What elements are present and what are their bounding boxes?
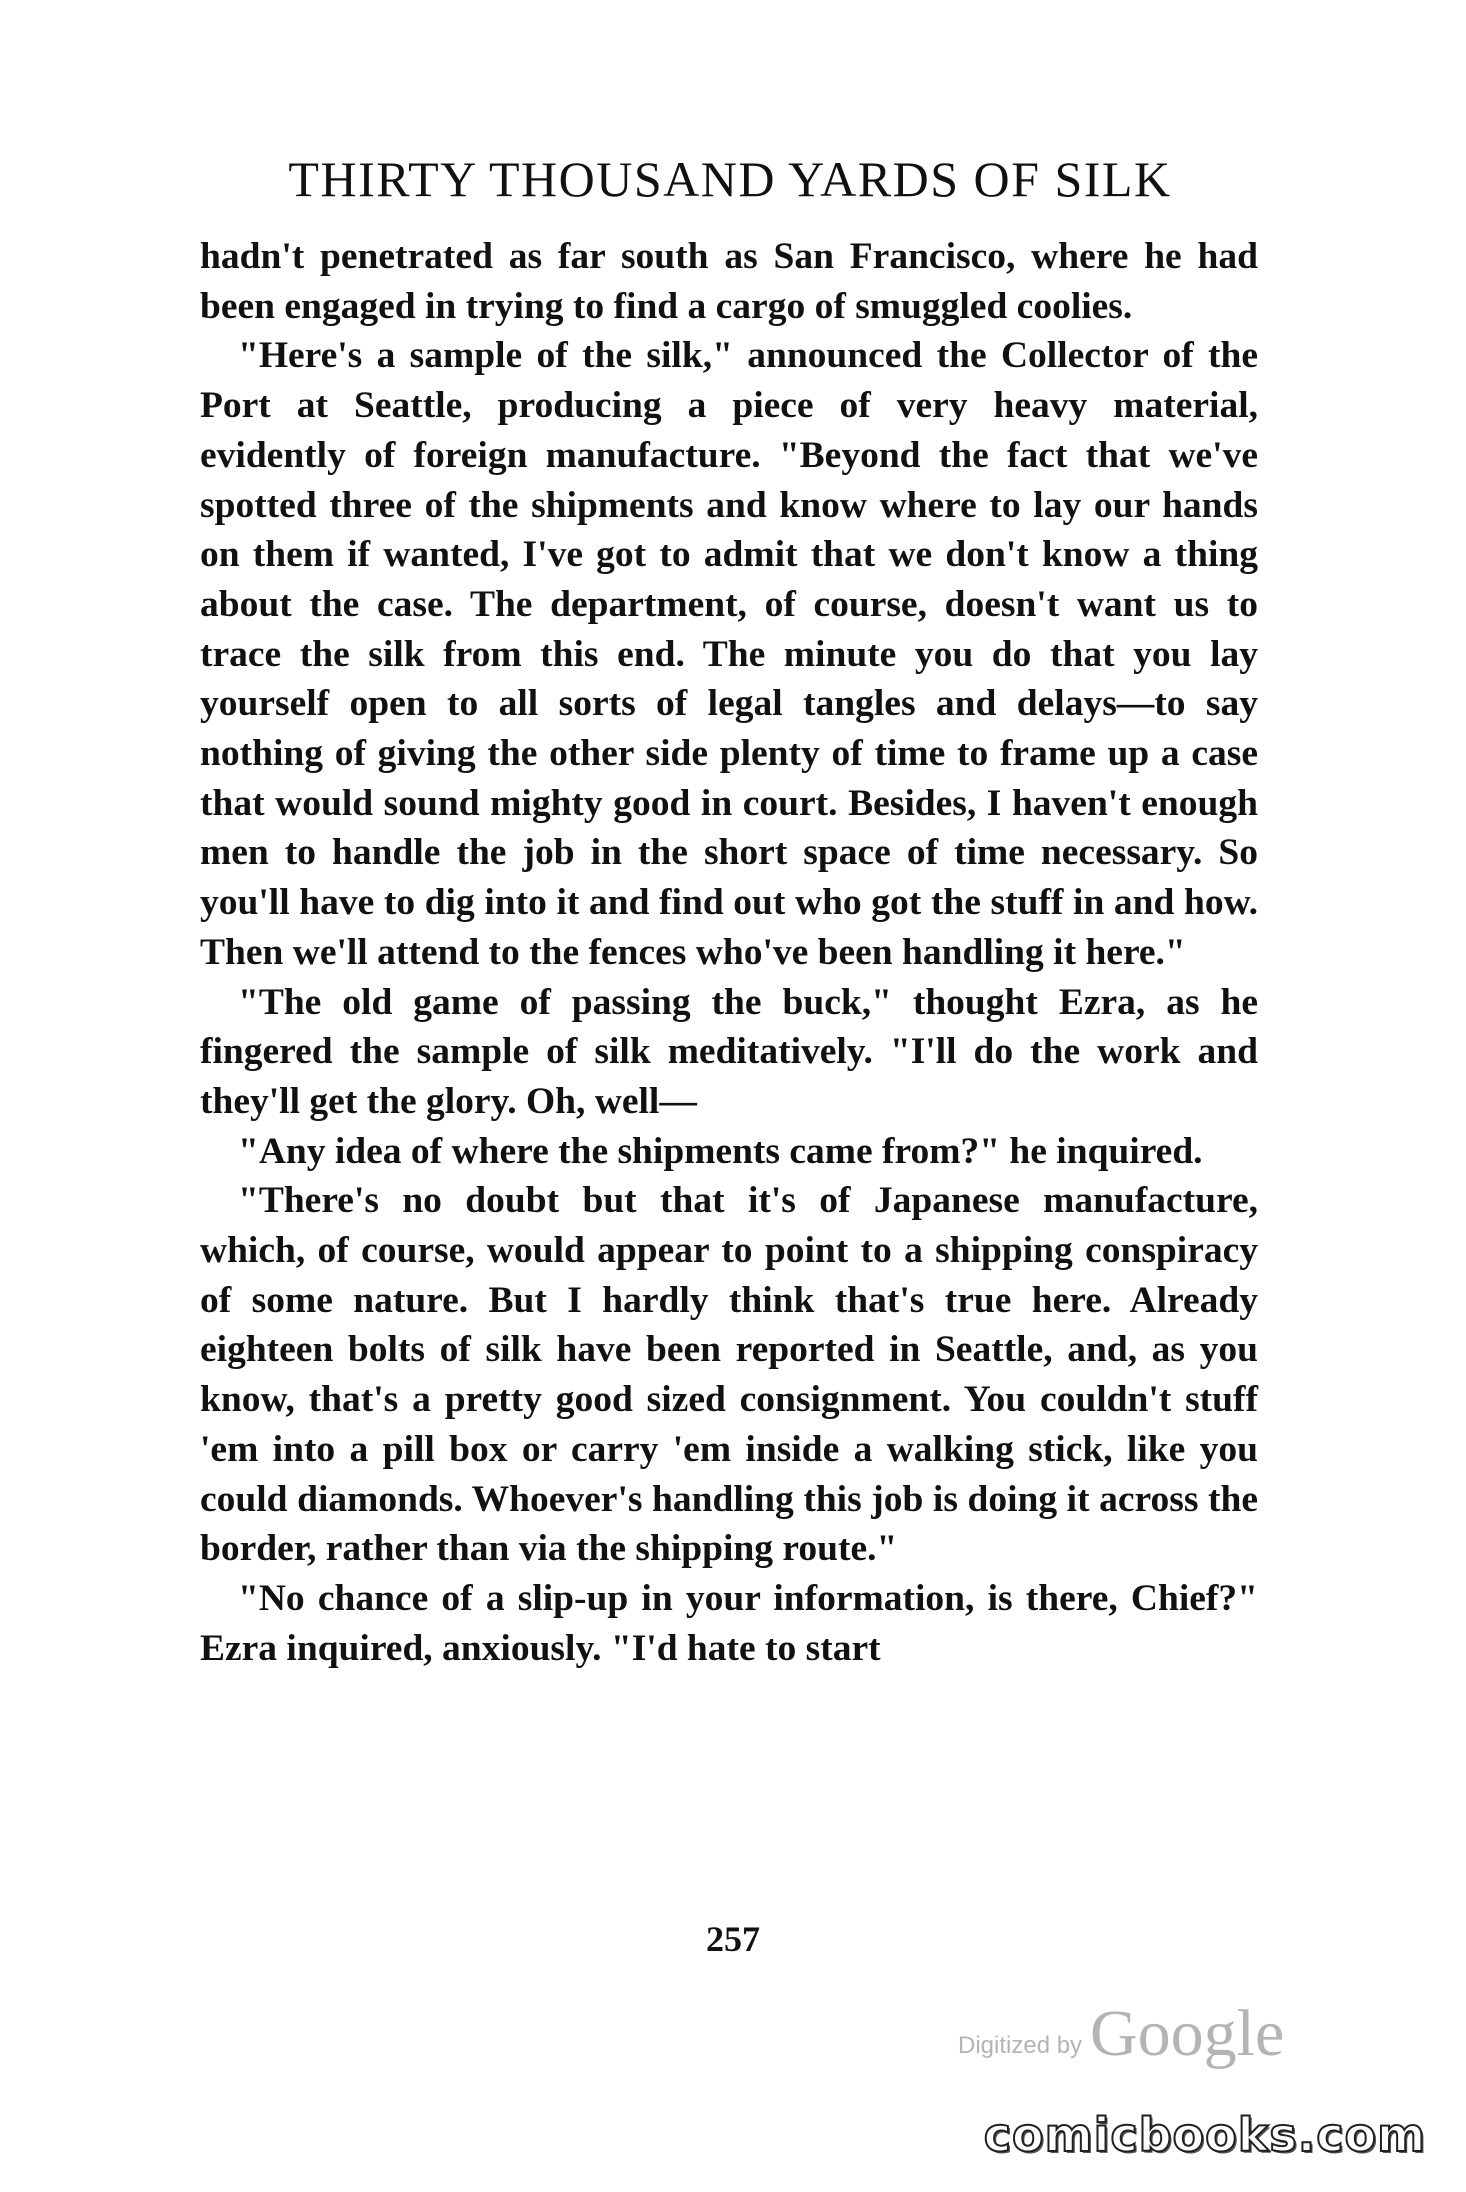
- site-watermark: comicbooks.com: [983, 2108, 1426, 2162]
- paragraph: "The old game of passing the buck," thought Ezra, as he fingered the sample of silk meditatively. "I'll do the work and they'll get the glory. Oh, well—: [200, 981, 1258, 1122]
- digitized-watermark: [958, 1990, 1285, 2080]
- paragraph: "Here's a sample of the silk," announced the Collector of the Port at Seattle, producing a piece of very heavy material, evidently of foreign manufacture. "Beyond the fact that we've spotted three of the shipments and know where to lay our hands on them if wanted, I've got to admit that we don't know a thing about the case. The department, of course, doesn't want us to trace the silk from this end. The minute you do that you lay yourself open to all sorts of legal tangles and delays—to say nothing of giving the other side plenty of time to frame up a case that would sound mighty good in court. Besides, I haven't enough men to handle the job in the short space of time necessary. So you'll have to dig into it and find out who got the stuff in and how. Then we'll attend to the fences who've been handling it here.": [200, 335, 1258, 973]
- watermark-prefix: Digitized by: [958, 2032, 1083, 2059]
- paragraph: "There's no doubt but that it's of Japanese manufacture, which, of course, would appear to point to a shipping conspiracy of some nature. But I hardly think that's true here. Already eighteen bolts of silk have been reported in Seattle, and, as you know, that's a pretty good sized consignment. You couldn't stuff 'em into a pill box or carry 'em inside a walking stick, like you could diamonds. Whoever's handling this job is doing it across the border, rather than via the shipping route.": [200, 1180, 1258, 1570]
- paragraph: "Any idea of where the shipments came from?" he inquired.: [238, 1130, 1203, 1172]
- paragraph: "No chance of a slip-up in your information, is there, Chief?" Ezra inquired, anxiously. "I'd hate to start: [200, 1577, 1258, 1669]
- google-logo: Google: [1090, 1997, 1285, 2070]
- page-body: [200, 232, 1258, 1673]
- running-header: THIRTY THOUSAND YARDS OF SILK: [288, 151, 1172, 207]
- paragraph: hadn't penetrated as far south as San Francisco, where he had been engaged in trying to find a cargo of smuggled coolies.: [200, 236, 1258, 327]
- page-number: 257: [706, 1919, 760, 1959]
